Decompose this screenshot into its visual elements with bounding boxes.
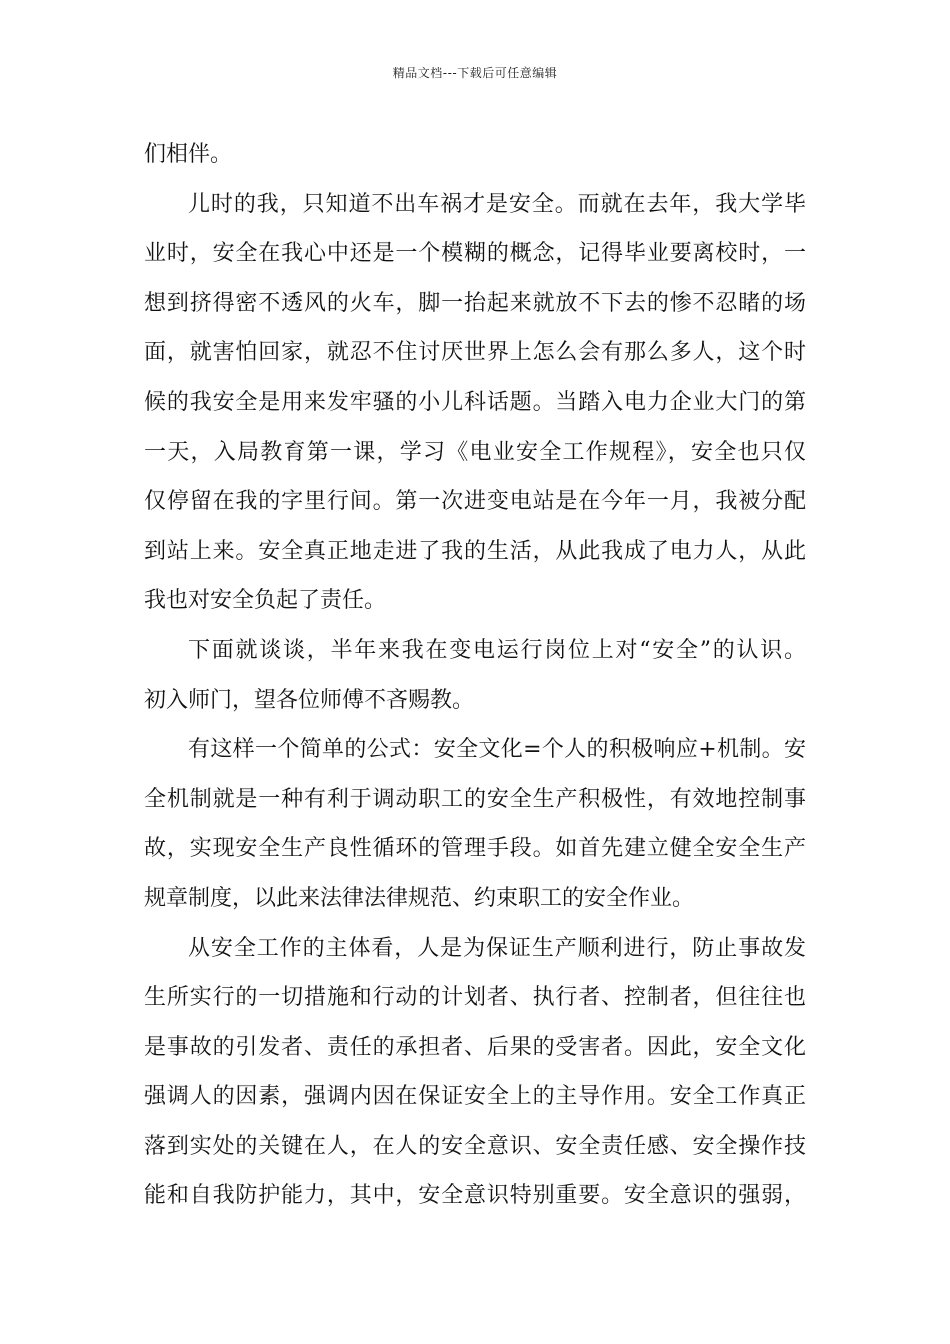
text-line: 是事故的引发者、责任的承担者、后果的受害者。因此，安全文化 [144,1034,806,1060]
text-line: 落到实处的关键在人，在人的安全意识、安全责任感、安全操作技 [144,1133,806,1159]
text-line: 有这样一个简单的公式：安全文化=个人的积极响应+机制。安 [188,737,806,763]
text-line: 面，就害怕回家，就忍不住讨厌世界上怎么会有那么多人，这个时 [144,340,806,366]
text-line: 到站上来。安全真正地走进了我的生活，从此我成了电力人，从此 [144,538,806,564]
text-line: 生所实行的一切措施和行动的计划者、执行者、控制者，但往往也 [144,985,806,1011]
text-line: 能和自我防护能力，其中，安全意识特别重要。安全意识的强弱， [144,1183,806,1209]
text-line: 故，实现安全生产良性循环的管理手段。如首先建立健全安全生产 [144,836,806,862]
text-line: 业时，安全在我心中还是一个模糊的概念，记得毕业要离校时，一 [144,241,806,267]
text-line: 初入师门，望各位师傅不吝赐教。 [144,687,475,713]
text-line: 全机制就是一种有利于调动职工的安全生产积极性，有效地控制事 [144,786,806,812]
text-line: 规章制度，以此来法律法律规范、约束职工的安全作业。 [144,885,695,911]
text-line: 强调人的因素，强调内因在保证安全上的主导作用。安全工作真正 [144,1084,806,1110]
text-line: 一天，入局教育第一课，学习《电业安全工作规程》，安全也只仅 [144,439,806,465]
page-header: 精品文档---下载后可任意编辑 [392,66,558,80]
text-line: 我也对安全负起了责任。 [144,588,387,614]
text-line: 从安全工作的主体看，人是为保证生产顺利进行，防止事故发 [188,935,806,961]
text-line: 们相伴。 [144,142,233,167]
text-line: 下面就谈谈，半年来我在变电运行岗位上对“安全”的认识。 [188,637,806,663]
text-line: 想到挤得密不透风的火车，脚一抬起来就放不下去的惨不忍睹的场 [144,290,806,316]
text-line: 仅停留在我的字里行间。第一次进变电站是在今年一月，我被分配 [144,489,806,515]
document-body [144,130,806,1221]
text-line: 候的我安全是用来发牢骚的小儿科话题。当踏入电力企业大门的第 [144,389,806,415]
text-line: 儿时的我，只知道不出车祸才是安全。而就在去年，我大学毕 [188,191,806,217]
